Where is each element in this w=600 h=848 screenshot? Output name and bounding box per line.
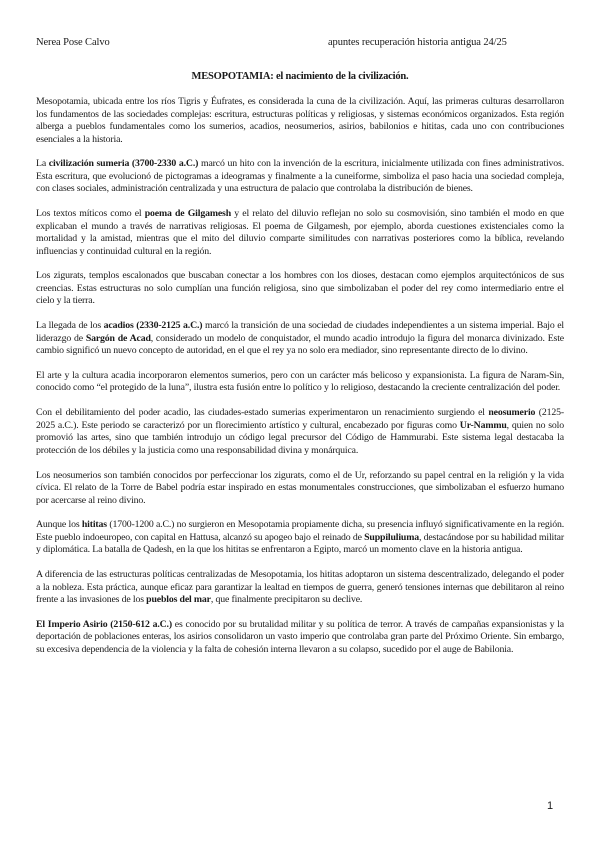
header-author: Nerea Pose Calvo (36, 37, 110, 48)
paragraph-akkadian-art: El arte y la cultura acadia incorporaron elementos sumerios, pero con un carácter más belicoso y expansionista. La figura de Naram-Sin, conocido como “el protegido de la luna”, ilustra esta fusión entre lo político y lo religioso, destacando la creciente centralización del poder. (36, 369, 564, 394)
bold-term: pueblos del mar (146, 594, 211, 606)
paragraph-assyrians: El Imperio Asirio (2150-612 a.C.) es conocido por su brutalidad militar y su política de terror. A través de campañas expansionistas y la deportación de poblaciones enteras, los asirios consolidaron un vasto imperio que controlaba gran parte del Próximo Oriente. Sin embargo, su excesiva dependencia de la violencia y la falta de cohesión interna llevaron a su colapso, sucedido por el auge de Babilonia. (36, 618, 565, 655)
paragraph-hittites: Aunque los hititas (1700-1200 a.C.) no surgieron en Mesopotamia propiamente dicha, su presencia influyó significativamente en la región. Este pueblo indoeuropeo, con capital en Hattusa, alcanzó su apogeo bajo el reinado de Suppiluliuma, destacándose por su habilidad militar y diplomática. La batalla de Qadesh, en la que los hititas se enfrentaron a Egipto, marcó un momento clave en la historia antigua. (36, 519, 564, 556)
paragraph-sumerian: La civilización sumeria (3700-2330 a.C.) marcó un hito con la invención de la escritura, inicialmente utilizada con fines administrativos. Esta escritura, que evolucionó de pictogramas a ideogramas y finalmente a la cuneiforme, simboliza el paso hacia una sociedad compleja, con clases sociales, administración centralizada y una estructura de palacio que controlaba la distribución de bienes. (36, 158, 565, 195)
paragraph-neosumerian-ziggurats: Los neosumerios son también conocidos por perfeccionar los zigurats, como el de Ur, reforzando su papel central en la religión y la vida cívica. El relato de la Torre de Babel podría estar inspirado en estas monumentales construcciones, que simbolizaban el esfuerzo humano por acercarse al reino divino. (36, 469, 564, 506)
bold-term: Sargón de Acad (85, 332, 151, 344)
page-title: MESOPOTAMIA: el nacimiento de la civilización. (191, 71, 409, 82)
paragraph-hittite-politics: A diferencia de las estructuras políticas centralizadas de Mesopotamia, los hititas adoptaron un sistema descentralizado, delegando el poder a la nobleza. Esta práctica, aunque eficaz para garantizar la lealtad en tiempos de guerra, generó tensiones internas que debilitaron al reino frente a las invasiones de los pueblos del mar, que finalmente precipitaron su declive. (36, 569, 564, 606)
bold-term: El Imperio Asirio (2150-612 a.C.) (36, 618, 172, 630)
bold-term: hititas (81, 519, 107, 531)
bold-term: civilización sumeria (3700-2330 a.C.) (48, 158, 199, 170)
document-body (36, 96, 564, 669)
bold-term: acadios (2330-2125 a.C.) (103, 320, 203, 332)
paragraph-akkadians: La llegada de los acadios (2330-2125 a.C.) marcó la transición de una sociedad de ciudades independientes a un sistema imperial. Bajo el liderazgo de Sargón de Acad, considerado un modelo de conquistador, el mundo acadio introdujo la figura del monarca divinizado. Este cambio significó un nuevo concepto de autoridad, en el que el rey ya no solo era mediador, sino representante directo de lo divino. (36, 320, 564, 357)
bold-term: poema de Gilgamesh (144, 208, 231, 220)
page-number: 1 (547, 800, 554, 812)
bold-term: neosumerio (488, 407, 536, 419)
bold-term: Ur-Nammu (459, 419, 507, 431)
paragraph-neosumerian: Con el debilitamiento del poder acadio, las ciudades-estado sumerias experimentaron un renacimiento surgiendo el neosumerio (2125-2025 a.C.). Este periodo se caracterizó por un florecimiento artístico y cultural, encabezado por figuras como Ur-Nammu, quien no solo promovió las artes, sino que también introdujo un código legal precursor del Código de Hammurabi. Este sistema legal destacaba la protección de los débiles y la justicia como una responsabilidad divina y monárquica. (36, 407, 564, 456)
paragraph-intro: Mesopotamia, ubicada entre los ríos Tigris y Éufrates, es considerada la cuna de la civilización. Aquí, las primeras culturas desarrollaron los fundamentos de las sociedades complejas: escritura, estructuras políticas y religiosas, y sistemas económicos organizados. Esta región alberga a pueblos fundamentales como los sumerios, acadios, neosumerios, asirios, babilonios e hititas, cada uno con contribuciones esenciales a la historia. (36, 96, 564, 145)
paragraph-myths: Los textos míticos como el poema de Gilgamesh y el relato del diluvio reflejan no solo su cosmovisión, sino también el modo en que explicaban el mundo a través de narrativas religiosas. El poema de Gilgamesh, por ejemplo, aborda cuestiones existenciales como la mortalidad y la amistad, mientras que el mito del diluvio comparte similitudes con narrativas posteriores como la bíblica, revelando influencias y continuidad cultural en la región. (36, 208, 564, 257)
paragraph-ziggurats: Los zigurats, templos escalonados que buscaban conectar a los hombres con los dioses, destacan como ejemplos arquitectónicos de sus creencias. Estas estructuras no solo cumplían una función religiosa, sino que simbolizaban el poder del rey como intermediario entre el cielo y la tierra. (36, 270, 564, 307)
bold-term: Suppiluliuma (364, 531, 419, 543)
header-subject: apuntes recuperación historia antigua 24/25 (328, 37, 507, 48)
